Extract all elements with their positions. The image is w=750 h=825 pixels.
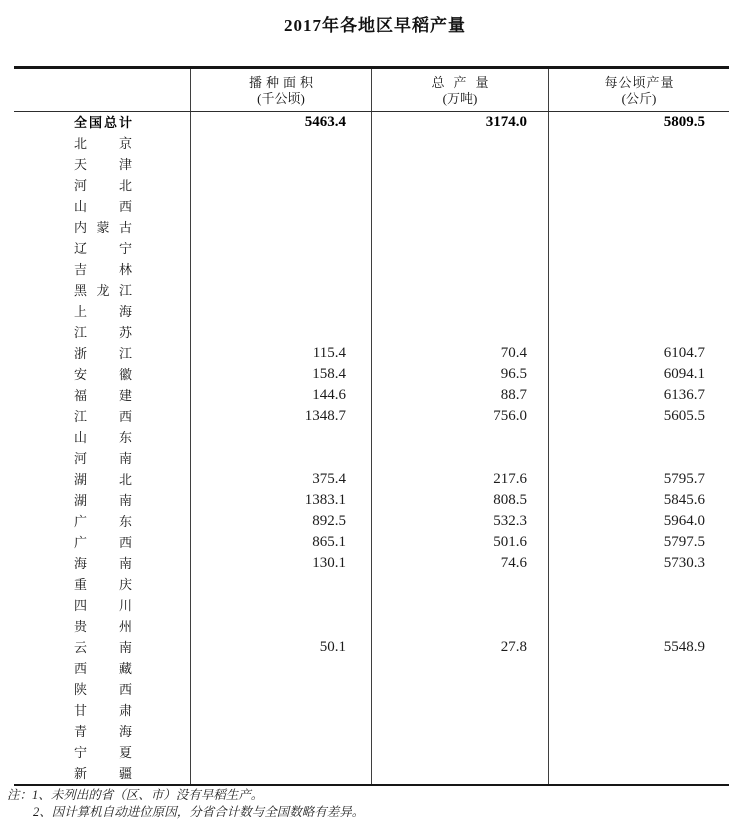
table-row [14,406,729,427]
sown-area-value: 50.1 [190,637,371,658]
sown-area-value: 130.1 [190,553,371,574]
yield-value [548,700,729,721]
sown-area-value [190,154,371,175]
total-output-value [371,196,548,217]
total-output-value [371,259,548,280]
sown-area-value: 5463.4 [190,112,371,133]
table-row [14,679,729,700]
total-output-value: 501.6 [371,532,548,553]
yield-value [548,658,729,679]
yield-value [548,679,729,700]
region-name: 北 京 [74,136,132,151]
table-row [14,595,729,616]
region-name: 陕 西 [74,682,132,697]
table-row [14,427,729,448]
table-row [14,742,729,763]
total-output-value: 532.3 [371,511,548,532]
region-name: 江 苏 [74,325,132,340]
region-name: 宁 夏 [74,745,132,760]
region-name: 西 藏 [74,661,132,676]
yield-value [548,259,729,280]
yield-value: 5730.3 [548,553,729,574]
sown-area-value: 115.4 [190,343,371,364]
yield-value [548,721,729,742]
total-output-value [371,133,548,154]
table-row [14,511,729,532]
total-output-value: 70.4 [371,343,548,364]
sown-area-value [190,280,371,301]
table-row [14,322,729,343]
region-name: 天 津 [74,157,132,172]
yield-value: 5797.5 [548,532,729,553]
yield-value: 5795.7 [548,469,729,490]
yield-value: 6136.7 [548,385,729,406]
total-output-value: 96.5 [371,364,548,385]
total-output-value [371,448,548,469]
header-yield-unit: (公斤) [621,91,657,106]
region-name: 全 国 总 计 [74,115,132,130]
total-output-value [371,595,548,616]
table-row [14,448,729,469]
table-row [14,700,729,721]
yield-value: 5548.9 [548,637,729,658]
region-name: 浙 江 [74,346,132,361]
yield-value [548,154,729,175]
sown-area-value: 158.4 [190,364,371,385]
yield-value [548,742,729,763]
footnote-prefix: 注： [7,788,33,802]
region-name: 黑 龙 江 [74,283,132,298]
sown-area-value [190,763,371,784]
sown-area-value [190,679,371,700]
sown-area-value: 892.5 [190,511,371,532]
region-name: 河 北 [74,178,132,193]
total-output-value: 3174.0 [371,112,548,133]
total-output-value [371,721,548,742]
sown-area-value [190,700,371,721]
table-header-row [14,69,729,112]
region-name: 福 建 [74,388,132,403]
yield-value [548,196,729,217]
total-output-value: 808.5 [371,490,548,511]
sown-area-value [190,448,371,469]
total-output-value [371,301,548,322]
region-name: 广 西 [74,535,132,550]
sown-area-value [190,721,371,742]
sown-area-value [190,595,371,616]
region-name: 新 疆 [74,766,132,781]
total-output-value [371,616,548,637]
header-sown-area-unit: (千公顷) [257,91,305,106]
sown-area-value [190,175,371,196]
header-region-column [14,69,190,111]
header-sown-area [190,69,371,111]
sown-area-value: 865.1 [190,532,371,553]
table-row [14,616,729,637]
total-output-value [371,427,548,448]
region-name: 江 西 [74,409,132,424]
footnotes [7,787,727,821]
table-body [14,112,729,784]
yield-value [548,133,729,154]
table-row [14,385,729,406]
total-output-value: 74.6 [371,553,548,574]
total-output-value: 27.8 [371,637,548,658]
footnote-2-text: 2、因计算机自动进位原因，分省合计数与全国数略有差异。 [33,805,365,819]
total-output-value [371,574,548,595]
yield-value: 5605.5 [548,406,729,427]
total-output-value [371,322,548,343]
table-row [14,196,729,217]
header-yield-label: 每公顷产量 [604,75,675,90]
table-row [14,259,729,280]
yield-value [548,616,729,637]
region-name: 山 东 [74,430,132,445]
yield-value [548,427,729,448]
yield-value: 6094.1 [548,364,729,385]
total-output-value: 756.0 [371,406,548,427]
table-row [14,658,729,679]
table-row [14,175,729,196]
sown-area-value [190,574,371,595]
sown-area-value [190,133,371,154]
region-name: 四 川 [74,598,132,613]
table-row [14,721,729,742]
region-name: 重 庆 [74,577,132,592]
region-name: 安 徽 [74,367,132,382]
header-total-output [371,69,548,111]
sown-area-value [190,238,371,259]
total-output-value [371,700,548,721]
total-output-value: 217.6 [371,469,548,490]
production-table [14,66,729,786]
table-row [14,343,729,364]
yield-value: 5964.0 [548,511,729,532]
yield-value: 6104.7 [548,343,729,364]
total-output-value [371,280,548,301]
sown-area-value [190,301,371,322]
sown-area-value [190,742,371,763]
table-row [14,532,729,553]
sown-area-value: 144.6 [190,385,371,406]
region-name: 上 海 [74,304,132,319]
footnote-1 [7,787,727,804]
yield-value [548,280,729,301]
region-name: 河 南 [74,451,132,466]
region-name: 内 蒙 古 [74,220,132,235]
table-row [14,112,729,133]
header-total-output-label: 总产量 [431,75,498,90]
yield-value [548,595,729,616]
region-name: 湖 南 [74,493,132,508]
sown-area-value: 1383.1 [190,490,371,511]
total-output-value [371,742,548,763]
sown-area-value: 1348.7 [190,406,371,427]
region-name: 山 西 [74,199,132,214]
region-name: 贵 州 [74,619,132,634]
total-output-value [371,763,548,784]
yield-value: 5809.5 [548,112,729,133]
header-yield [548,69,729,111]
total-output-value [371,658,548,679]
yield-value: 5845.6 [548,490,729,511]
table-row [14,553,729,574]
sown-area-value [190,658,371,679]
yield-value [548,175,729,196]
sown-area-value: 375.4 [190,469,371,490]
region-name: 湖 北 [74,472,132,487]
page-title: 2017年各地区早稻产量 [284,16,466,35]
table-row [14,364,729,385]
sown-area-value [190,616,371,637]
table-row [14,574,729,595]
yield-value [548,301,729,322]
total-output-value [371,217,548,238]
table-row [14,301,729,322]
region-name: 青 海 [74,724,132,739]
table-row [14,637,729,658]
sown-area-value [190,196,371,217]
table-row [14,217,729,238]
sown-area-value [190,217,371,238]
yield-value [548,217,729,238]
footnote-1-text: 1、未列出的省（区、市）没有早稻生产。 [32,788,264,802]
region-name: 辽 宁 [74,241,132,256]
sown-area-value [190,259,371,280]
header-sown-area-label: 播种面积 [248,75,317,90]
header-total-output-unit: (万吨) [442,91,478,106]
yield-value [548,763,729,784]
footnote-2 [7,804,727,821]
total-output-value [371,679,548,700]
table-row [14,490,729,511]
region-name: 甘 肃 [74,703,132,718]
region-name: 广 东 [74,514,132,529]
yield-value [548,238,729,259]
yield-value [548,322,729,343]
total-output-value [371,175,548,196]
sown-area-value [190,322,371,343]
region-name: 云 南 [74,640,132,655]
total-output-value [371,154,548,175]
yield-value [548,574,729,595]
table-row [14,238,729,259]
total-output-value [371,238,548,259]
table-row [14,763,729,784]
region-name: 吉 林 [74,262,132,277]
sown-area-value [190,427,371,448]
table-row [14,469,729,490]
table-row [14,154,729,175]
yield-value [548,448,729,469]
table-row [14,280,729,301]
region-name: 海 南 [74,556,132,571]
total-output-value: 88.7 [371,385,548,406]
table-row [14,133,729,154]
